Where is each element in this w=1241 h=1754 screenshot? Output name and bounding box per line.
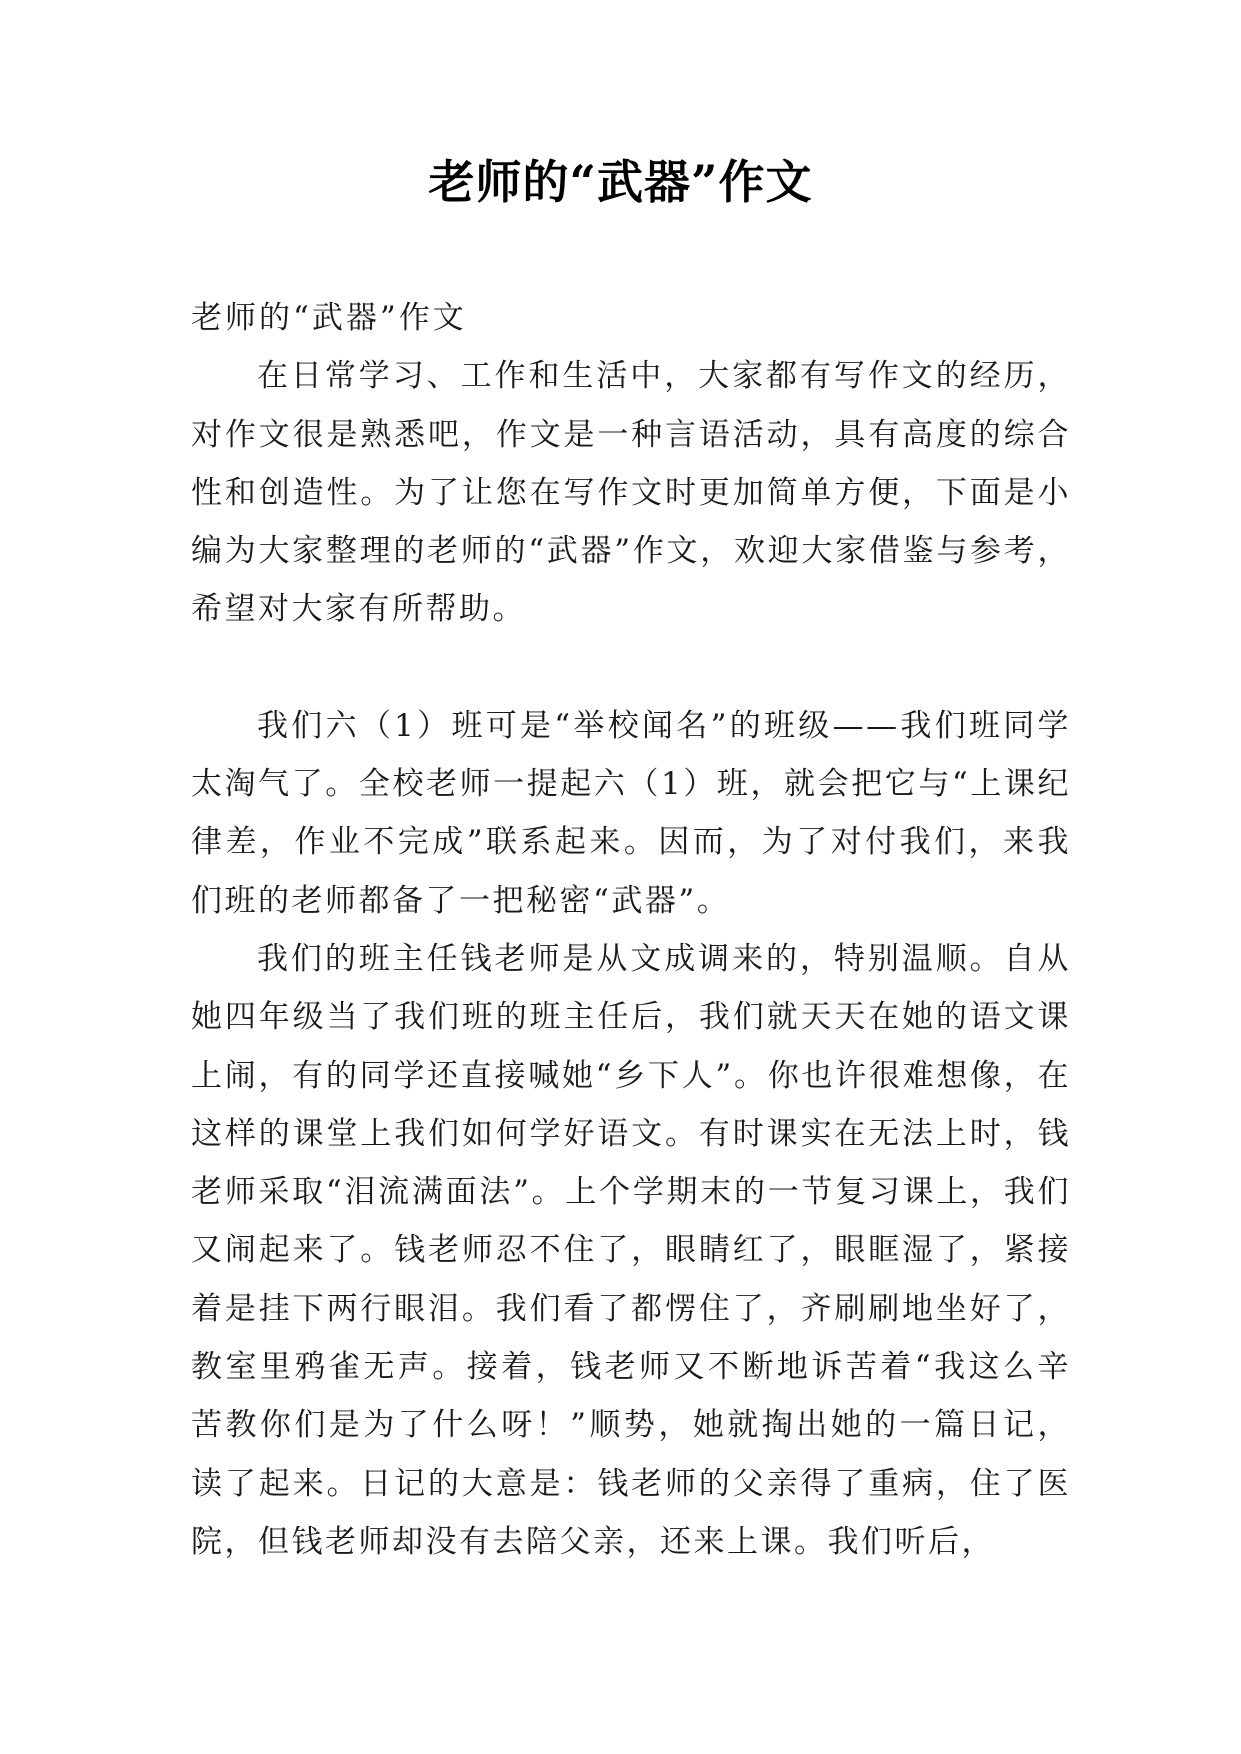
- document-subtitle: 老师的“武器”作文: [191, 300, 467, 336]
- paragraph-gap: [191, 639, 1071, 697]
- document-body: [191, 289, 1071, 1571]
- paragraph-intro: 在日常学习、工作和生活中，大家都有写作文的经历，对作文很是熟悉吧，作文是一种言语活动，具有高度的综合性和创造性。为了让您在写作文时更加简单方便，下面是小编为大家整理的老师的“武器”作文，欢迎大家借鉴与参考，希望对大家有所帮助。: [191, 358, 1071, 628]
- document-title: 老师的“武器”作文: [428, 155, 813, 209]
- paragraph-class-reputation: 我们六（1）班可是“举校闻名”的班级——我们班同学太淘气了。全校老师一提起六（1）班，就会把它与“上课纪律差，作业不完成”联系起来。因而，为了对付我们，来我们班的老师都备了一把秘密“武器”。: [191, 707, 1071, 919]
- paragraph-teacher-qian: 我们的班主任钱老师是从文成调来的，特别温顺。自从她四年级当了我们班的班主任后，我们就天天在她的语文课上闹，有的同学还直接喊她“乡下人”。你也许很难想像，在这样的课堂上我们如何学好语文。有时课实在无法上时，钱老师采取“泪流满面法”。上个学期末的一节复习课上，我们又闹起来了。钱老师忍不住了，眼睛红了，眼眶湿了，紧接着是挂下两行眼泪。我们看了都愣住了，齐刷刷地坐好了，教室里鸦雀无声。接着，钱老师又不断地诉苦着“我这么辛苦教你们是为了什么呀！”顺势，她就掏出她的一篇日记，读了起来。日记的大意是：钱老师的父亲得了重病，住了医院，但钱老师却没有去陪父亲，还来上课。我们听后，: [191, 940, 1071, 1560]
